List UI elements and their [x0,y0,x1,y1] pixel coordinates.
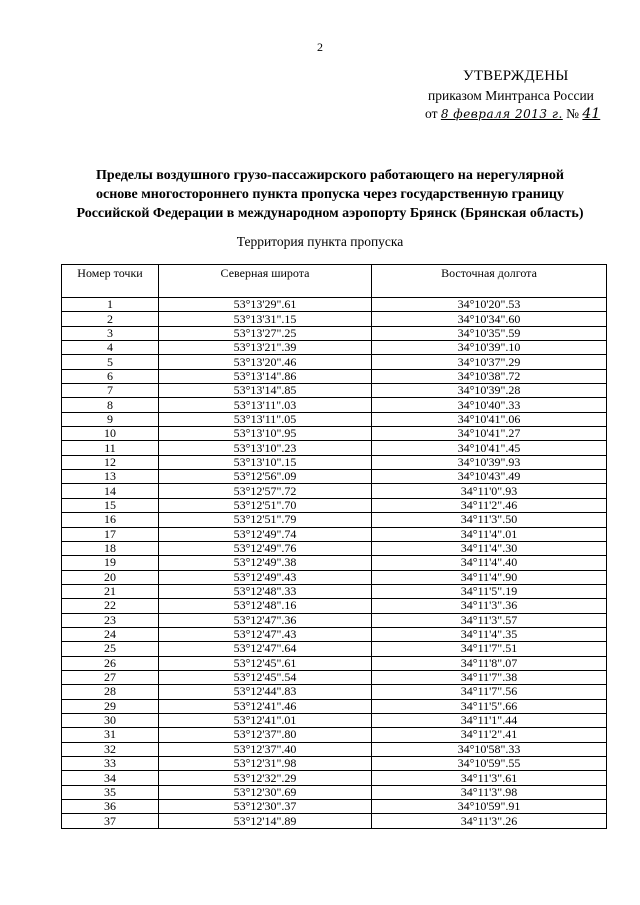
cell-point-number: 10 [62,427,159,441]
table-row [62,757,607,771]
cell-longitude: 34°11'4".35 [372,627,607,641]
cell-point-number: 33 [62,757,159,771]
title-line: Российской Федерации в международном аэропорту Брянск (Брянская область) [76,206,584,221]
cell-longitude: 34°10'58".33 [372,742,607,756]
handwritten-number: 41 [582,106,601,122]
cell-latitude: 53°13'14".86 [159,369,372,383]
header-latitude: Северная широта [159,265,372,298]
table-row [62,484,607,498]
cell-latitude: 53°12'30".37 [159,800,372,814]
cell-longitude: 34°10'41".27 [372,427,607,441]
table-row [62,298,607,312]
cell-latitude: 53°12'45".54 [159,670,372,684]
table-row [62,570,607,584]
cell-longitude: 34°11'7".56 [372,685,607,699]
cell-point-number: 23 [62,613,159,627]
table-row [62,355,607,369]
cell-latitude: 53°13'20".46 [159,355,372,369]
table-header-row [62,265,607,298]
cell-point-number: 31 [62,728,159,742]
approval-date-line [425,106,600,122]
cell-point-number: 30 [62,713,159,727]
cell-latitude: 53°12'37".80 [159,728,372,742]
table-row [62,728,607,742]
cell-point-number: 20 [62,570,159,584]
cell-point-number: 34 [62,771,159,785]
cell-longitude: 34°11'4".01 [372,527,607,541]
cell-longitude: 34°11'5".66 [372,699,607,713]
table-row [62,326,607,340]
cell-latitude: 53°12'48".33 [159,584,372,598]
cell-point-number: 17 [62,527,159,541]
cell-point-number: 7 [62,384,159,398]
cell-latitude: 53°12'32".29 [159,771,372,785]
table-row [62,613,607,627]
cell-longitude: 34°11'3".98 [372,785,607,799]
cell-point-number: 25 [62,642,159,656]
table-row [62,656,607,670]
cell-point-number: 36 [62,800,159,814]
cell-latitude: 53°12'41".01 [159,713,372,727]
number-prefix: № [566,106,580,121]
title-line: основе многостороннего пункта пропуска через государственную границу [96,187,564,202]
table-body [62,298,607,829]
cell-longitude: 34°11'7".38 [372,670,607,684]
handwritten-date: 8 февраля 2013 г. [440,107,563,121]
cell-point-number: 8 [62,398,159,412]
table-row [62,599,607,613]
table-row [62,771,607,785]
title-line: Пределы воздушного грузо-пассажирского работающего на нерегулярной [96,168,564,183]
table-row [62,742,607,756]
cell-longitude: 34°11'3".57 [372,613,607,627]
cell-longitude: 34°11'8".07 [372,656,607,670]
cell-longitude: 34°10'59".91 [372,800,607,814]
table-row [62,642,607,656]
cell-longitude: 34°10'39".93 [372,455,607,469]
cell-latitude: 53°12'44".83 [159,685,372,699]
cell-latitude: 53°13'14".85 [159,384,372,398]
cell-longitude: 34°11'3".61 [372,771,607,785]
date-prefix: от [425,106,438,121]
cell-point-number: 5 [62,355,159,369]
table-row [62,384,607,398]
approval-heading: УТВЕРЖДЕНЫ [463,68,569,84]
cell-point-number: 24 [62,627,159,641]
cell-point-number: 14 [62,484,159,498]
header-longitude: Восточная долгота [372,265,607,298]
cell-longitude: 34°10'34".60 [372,312,607,326]
cell-longitude: 34°10'39".10 [372,341,607,355]
cell-point-number: 15 [62,498,159,512]
table-row [62,685,607,699]
cell-point-number: 13 [62,470,159,484]
cell-longitude: 34°11'3".36 [372,599,607,613]
table-row [62,513,607,527]
cell-latitude: 53°12'47".43 [159,627,372,641]
table-row [62,312,607,326]
cell-longitude: 34°10'41".06 [372,412,607,426]
cell-longitude: 34°10'35".59 [372,326,607,340]
cell-latitude: 53°12'31".98 [159,757,372,771]
cell-longitude: 34°10'40".33 [372,398,607,412]
cell-latitude: 53°13'10".23 [159,441,372,455]
table-row [62,341,607,355]
cell-latitude: 53°12'51".79 [159,513,372,527]
cell-longitude: 34°11'3".50 [372,513,607,527]
header-point-number: Номер точки [62,265,159,298]
table-row [62,527,607,541]
cell-latitude: 53°13'21".39 [159,341,372,355]
cell-point-number: 29 [62,699,159,713]
cell-point-number: 18 [62,541,159,555]
cell-latitude: 53°12'37".40 [159,742,372,756]
table-row [62,398,607,412]
table-row [62,427,607,441]
cell-point-number: 11 [62,441,159,455]
cell-latitude: 53°12'47".36 [159,613,372,627]
cell-latitude: 53°12'56".09 [159,470,372,484]
table-row [62,584,607,598]
cell-latitude: 53°12'49".76 [159,541,372,555]
cell-latitude: 53°12'45".61 [159,656,372,670]
cell-point-number: 3 [62,326,159,340]
cell-longitude: 34°11'2".46 [372,498,607,512]
cell-point-number: 21 [62,584,159,598]
table-row [62,441,607,455]
cell-latitude: 53°12'49".74 [159,527,372,541]
cell-point-number: 9 [62,412,159,426]
cell-longitude: 34°10'59".55 [372,757,607,771]
cell-longitude: 34°11'4".90 [372,570,607,584]
table-row [62,800,607,814]
cell-point-number: 28 [62,685,159,699]
cell-point-number: 26 [62,656,159,670]
cell-point-number: 2 [62,312,159,326]
section-subtitle: Территория пункта пропуска [236,234,404,249]
cell-longitude: 34°10'39".28 [372,384,607,398]
table-row [62,541,607,555]
cell-longitude: 34°11'5".19 [372,584,607,598]
cell-latitude: 53°12'47".64 [159,642,372,656]
table-row [62,556,607,570]
cell-longitude: 34°11'4".30 [372,541,607,555]
cell-latitude: 53°12'57".72 [159,484,372,498]
cell-latitude: 53°12'41".46 [159,699,372,713]
cell-point-number: 12 [62,455,159,469]
cell-point-number: 22 [62,599,159,613]
cell-point-number: 4 [62,341,159,355]
table-row [62,470,607,484]
coordinates-table [61,264,607,829]
table-row [62,699,607,713]
cell-latitude: 53°13'27".25 [159,326,372,340]
cell-point-number: 32 [62,742,159,756]
cell-point-number: 1 [62,298,159,312]
cell-longitude: 34°11'3".26 [372,814,607,828]
cell-point-number: 27 [62,670,159,684]
cell-point-number: 37 [62,814,159,828]
cell-point-number: 16 [62,513,159,527]
approval-order-line: приказом Минтранса России [428,88,594,103]
page-number: 2 [317,40,323,54]
cell-longitude: 34°11'7".51 [372,642,607,656]
table-row [62,455,607,469]
cell-latitude: 53°12'30".69 [159,785,372,799]
cell-latitude: 53°13'31".15 [159,312,372,326]
cell-latitude: 53°13'11".05 [159,412,372,426]
cell-longitude: 34°11'4".40 [372,556,607,570]
cell-longitude: 34°10'37".29 [372,355,607,369]
table-row [62,369,607,383]
cell-longitude: 34°10'43".49 [372,470,607,484]
table-row [62,814,607,828]
cell-longitude: 34°10'41".45 [372,441,607,455]
document-title [40,166,620,223]
table-row [62,785,607,799]
table-row [62,412,607,426]
cell-latitude: 53°12'49".38 [159,556,372,570]
table-row [62,498,607,512]
cell-latitude: 53°13'29".61 [159,298,372,312]
cell-latitude: 53°12'48".16 [159,599,372,613]
cell-latitude: 53°13'10".95 [159,427,372,441]
cell-latitude: 53°12'49".43 [159,570,372,584]
table-row [62,627,607,641]
cell-longitude: 34°11'0".93 [372,484,607,498]
cell-point-number: 35 [62,785,159,799]
cell-point-number: 19 [62,556,159,570]
cell-longitude: 34°11'1".44 [372,713,607,727]
cell-latitude: 53°13'10".15 [159,455,372,469]
cell-longitude: 34°10'20".53 [372,298,607,312]
cell-latitude: 53°13'11".03 [159,398,372,412]
table-row [62,670,607,684]
cell-latitude: 53°12'14".89 [159,814,372,828]
cell-point-number: 6 [62,369,159,383]
cell-longitude: 34°11'2".41 [372,728,607,742]
cell-latitude: 53°12'51".70 [159,498,372,512]
cell-longitude: 34°10'38".72 [372,369,607,383]
table-row [62,713,607,727]
